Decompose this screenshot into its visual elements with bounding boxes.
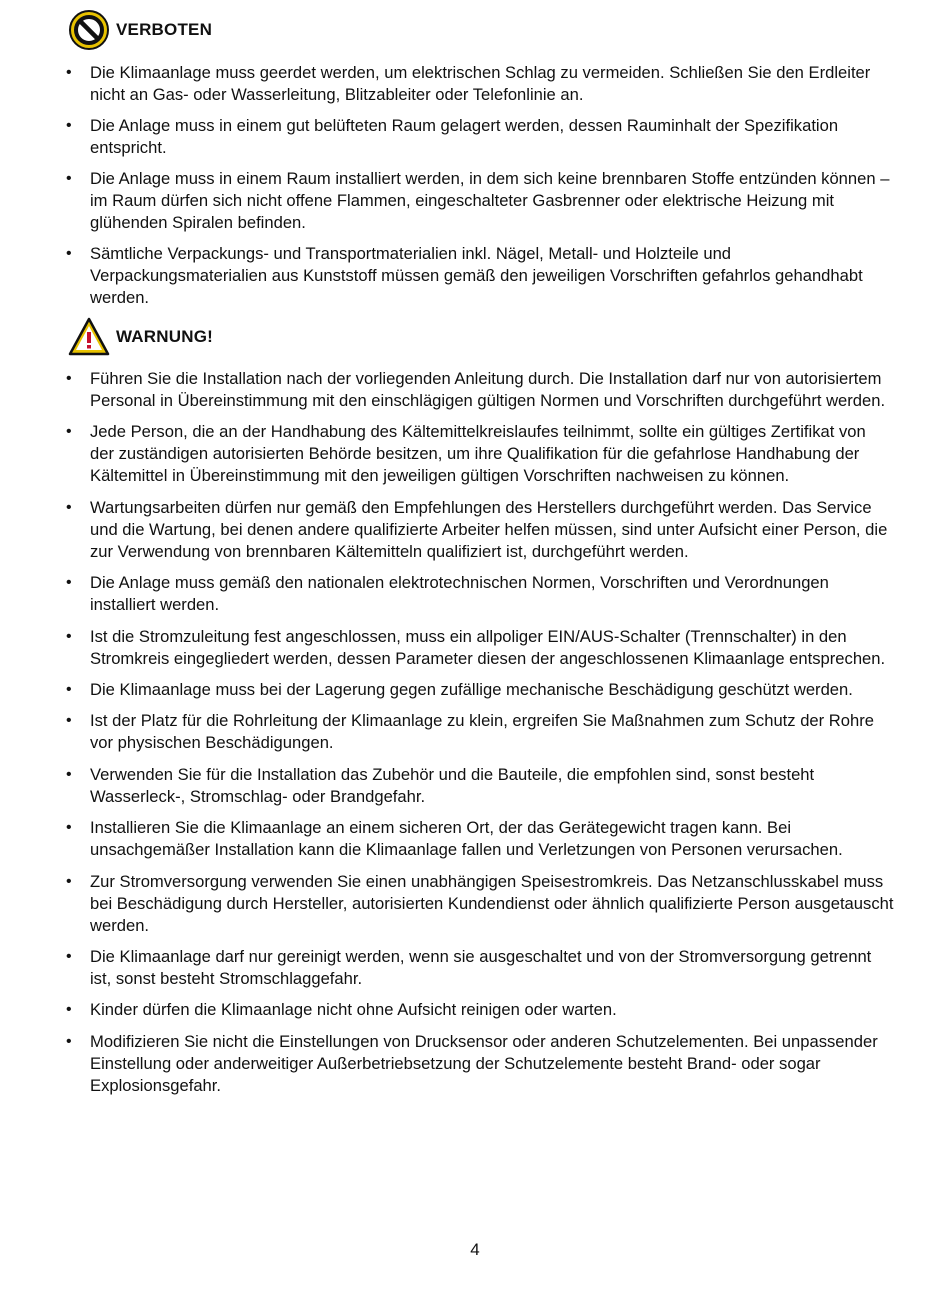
- list-item: • Installieren Sie die Klimaanlage an einem sicheren Ort, der das Gerätegewicht tragen kann. Bei unsachgemäßer Installation kann die Klimaanlage fallen und Verletzungen von Personen verursachen.: [64, 817, 894, 861]
- list-item: • Die Anlage muss in einem Raum installiert werden, in dem sich keine brennbaren Stoffe entzünden können – im Raum dürfen sich nicht offene Flammen, eingeschalteter Gasbrenner oder elektrische Heizung mit glühenden Spiralen befinden.: [64, 168, 894, 234]
- list-item: • Ist der Platz für die Rohrleitung der Klimaanlage zu klein, ergreifen Sie Maßnahmen zum Schutz der Rohre vor physischen Beschädigungen.: [64, 710, 894, 754]
- verboten-heading-label: VERBOTEN: [116, 20, 213, 39]
- list-item: • Die Anlage muss gemäß den nationalen elektrotechnischen Normen, Vorschriften und Verordnungen installiert werden.: [64, 572, 894, 616]
- list-item: • Wartungsarbeiten dürfen nur gemäß den Empfehlungen des Herstellers durchgeführt werden. Das Service und die Wartung, bei denen andere qualifizierte Arbeiter helfen müssen, sind unter Aufsicht einer Person, die zur Verwendung von brennbaren Kältemitteln qualifiziert ist, durchgeführt werden.: [64, 497, 894, 563]
- list-item: • Kinder dürfen die Klimaanlage nicht ohne Aufsicht reinigen oder warten.: [64, 999, 894, 1021]
- list-item: • Zur Stromversorgung verwenden Sie einen unabhängigen Speisestromkreis. Das Netzanschlusskabel muss bei Beschädigung durch Hersteller, autorisierten Kundendienst oder ähnlich qualifizierte Person ausgetauscht werden.: [64, 871, 894, 937]
- page-number: 4: [470, 1240, 480, 1259]
- warnung-list: [64, 368, 894, 1106]
- list-item: • Die Klimaanlage darf nur gereinigt werden, wenn sie ausgeschaltet und von der Stromversorgung getrennt ist, sonst besteht Stromschlaggefahr.: [64, 946, 894, 990]
- warning-triangle-icon: [68, 316, 110, 358]
- verboten-list: [64, 62, 894, 318]
- warnung-heading: [68, 316, 213, 358]
- list-item: • Jede Person, die an der Handhabung des Kältemittelkreislaufes teilnimmt, sollte ein gültiges Zertifikat von der zuständigen autorisierten Behörde besitzen, um ihre Qualifikation für die gefahrlose Handhabung der Kältemittel in Übereinstimmung mit den jeweiligen gültigen Vorschriften nachweisen zu können.: [64, 421, 894, 487]
- list-item: • Modifizieren Sie nicht die Einstellungen von Drucksensor oder anderen Schutzelementen. Bei unpassender Einstellung oder anderweitiger Außerbetriebsetzung der Schutzelemente besteht Brand- oder sogar Explosionsgefahr.: [64, 1031, 894, 1097]
- verboten-heading: [68, 9, 212, 51]
- prohibited-icon: [68, 9, 110, 51]
- list-item: • Die Anlage muss in einem gut belüfteten Raum gelagert werden, dessen Rauminhalt der Spezifikation entspricht.: [64, 115, 894, 159]
- list-item: • Ist die Stromzuleitung fest angeschlossen, muss ein allpoliger EIN/AUS-Schalter (Trennschalter) in den Stromkreis eingegliedert werden, dessen Parameter diesen der angeschlossenen Klimaanlage entsprechen.: [64, 626, 894, 670]
- list-item: • Sämtliche Verpackungs- und Transportmaterialien inkl. Nägel, Metall- und Holzteile und Verpackungsmaterialien aus Kunststoff müssen gemäß den jeweiligen Vorschriften gefahrlos gehandhabt werden.: [64, 243, 894, 309]
- list-item: • Führen Sie die Installation nach der vorliegenden Anleitung durch. Die Installation darf nur von autorisiertem Personal in Übereinstimmung mit den einschlägigen gültigen Normen und Vorschriften durchgeführt werden.: [64, 368, 894, 412]
- list-item: • Die Klimaanlage muss geerdet werden, um elektrischen Schlag zu vermeiden. Schließen Sie den Erdleiter nicht an Gas- oder Wasserleitung, Blitzableiter oder Telefonlinie an.: [64, 62, 894, 106]
- list-item: • Die Klimaanlage muss bei der Lagerung gegen zufällige mechanische Beschädigung geschützt werden.: [64, 679, 894, 701]
- warnung-heading-label: WARNUNG!: [116, 327, 213, 346]
- list-item: • Verwenden Sie für die Installation das Zubehör und die Bauteile, die empfohlen sind, sonst besteht Wasserleck-, Stromschlag- oder Brandgefahr.: [64, 764, 894, 808]
